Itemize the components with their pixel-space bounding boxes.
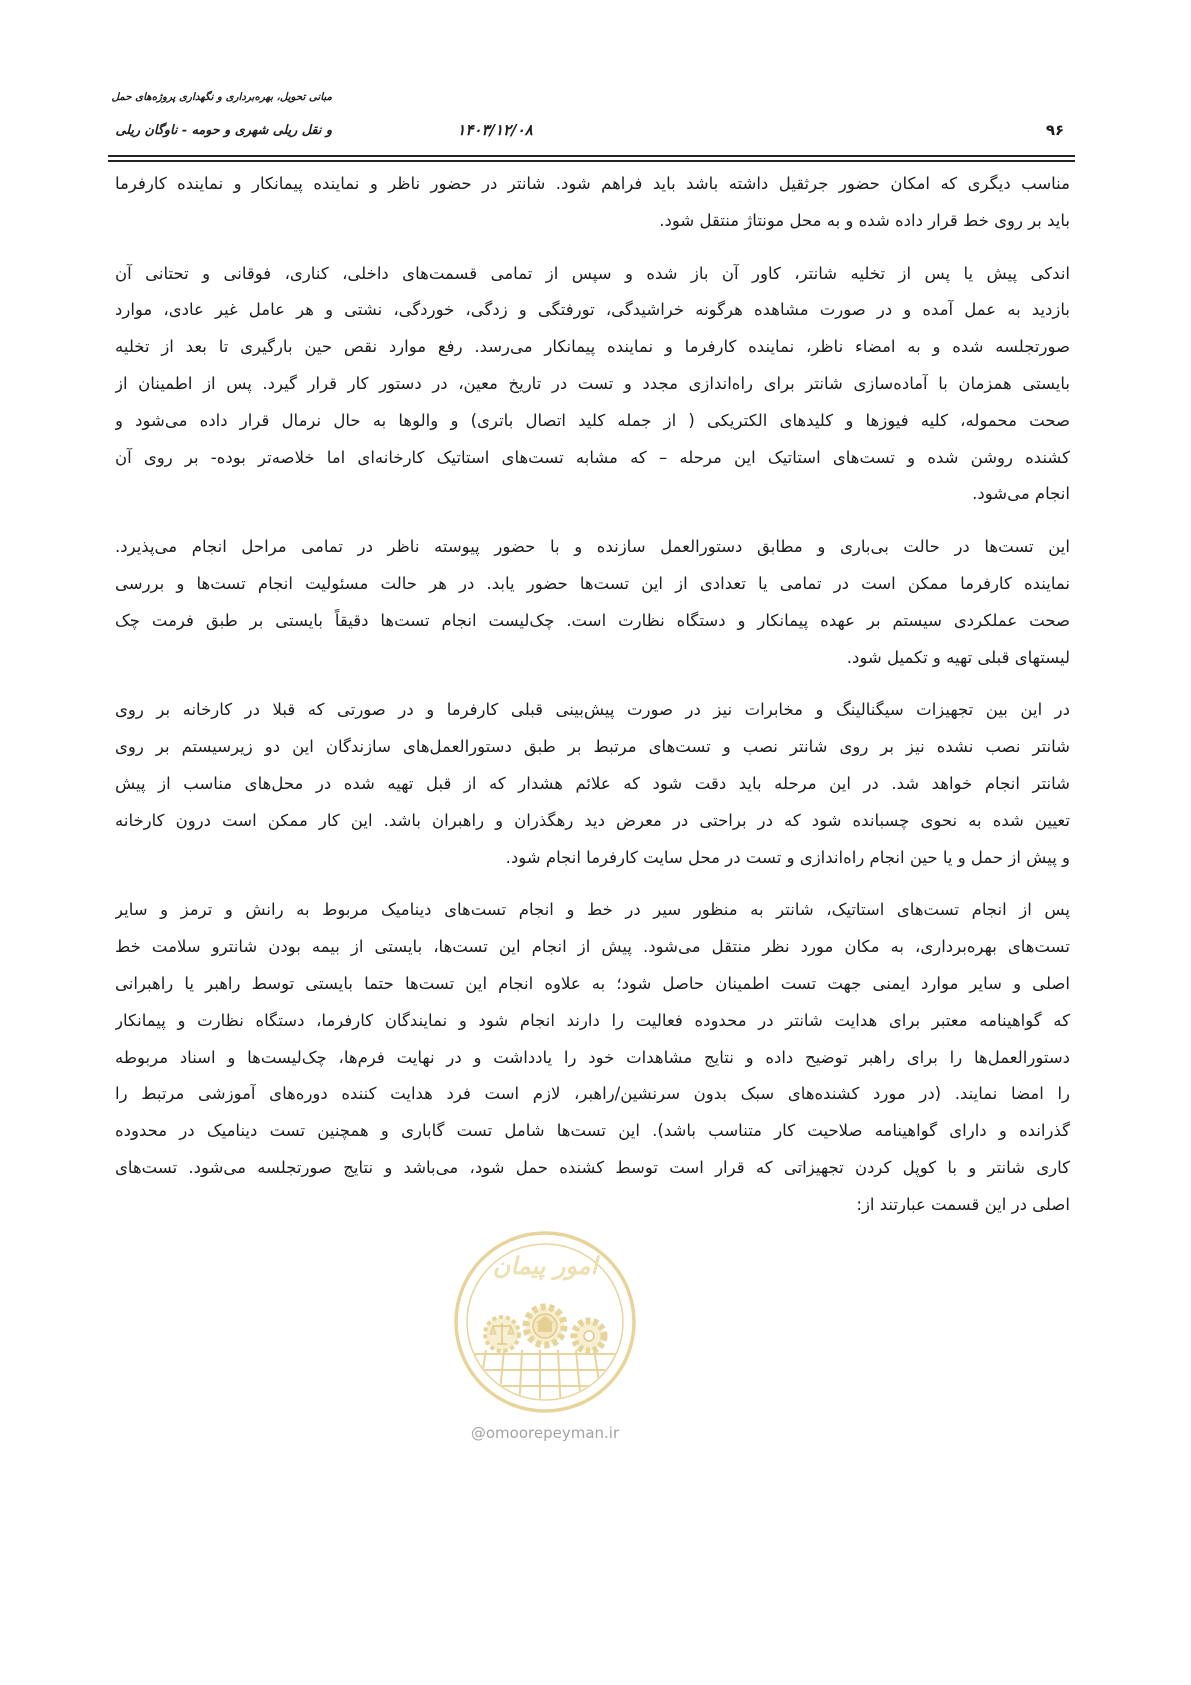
header-rule	[108, 155, 1075, 157]
body-text	[115, 166, 1070, 1224]
text-line: مناسب دیگری که امکان حضور جرثقیل داشته باشد باید فراهم شود. شانتر در حضور ناظر و نماینده پیمانکار و نماینده کارفرما	[115, 174, 1070, 193]
text-line: نماینده کارفرما ممکن است در تمامی یا تعدادی از این تست‌ها حضور یابد. در هر حالت مسئولیت انجام تست‌ها و بررسی	[115, 573, 1070, 593]
header-date: ۱۴۰۳/۱۲/۰۸	[457, 121, 533, 139]
text-line: اصلی در این قسمت عبارتند از:	[856, 1194, 1070, 1214]
gear-icon	[574, 1321, 604, 1351]
text-line: در این بین تجهیزات سیگنالینگ و مخابرات نیز در صورت پیش‌بینی قبلی کارفرما و در صورتی که قبلا در کارخانه بر روی	[115, 700, 1070, 720]
text-line: تست‌های بهره‌برداری، به مکان مورد نظر منتقل می‌شود. پیش از انجام این تست‌ها، بایستی از بیمه بودن شانترو سلامت خط	[115, 937, 1070, 957]
text-line: صورتجلسه شده و به امضاء ناظر، نماینده کارفرما و نماینده پیمانکار می‌رسد. رفع موارد نقص حین بارگیری تا بعد از تخلیه	[115, 337, 1070, 357]
text-line: کاری شانتر و با کوپل کردن تجهیزاتی که قرار است توسط کشنده حمل شود، می‌باشد و نتایج صورتجلسه می‌شود. تست‌های	[115, 1157, 1070, 1177]
text-line: اندکی پیش یا پس از تخلیه شانتر، کاور آن باز شده و سپس از تمامی قسمت‌های داخلی، کناری، فوقانی و تحتانی آن	[115, 263, 1070, 283]
text-line: پس از انجام تست‌های استاتیک، شانتر به منظور سیر در خط و انجام تست‌های دینامیک مربوط به رانش و ترمز و سایر	[115, 900, 1070, 920]
text-line: شانتر نصب نشده نیز بر روی شانتر نصب و تست‌های مرتبط بر طبق دستورالعمل‌های سازندگان این دو زیرسیستم بر روی	[115, 737, 1070, 757]
text-line: انجام می‌شود.	[972, 484, 1070, 504]
paragraph	[115, 256, 1070, 514]
text-line: باید بر روی خط قرار داده شده و به محل مونتاژ منتقل شود.	[659, 210, 1070, 230]
text-line: صحت محموله، کلیه فیوزها و کلیدهای الکتریکی ( از جمله کلید اتصال باتری) و والوها به حال نرمال قرار داده می‌شود و	[115, 410, 1070, 430]
grid-pattern	[462, 1350, 628, 1412]
watermark-website: @omoorepeyman.ir	[470, 1424, 620, 1442]
paragraph	[115, 892, 1070, 1223]
running-header-title	[112, 81, 332, 147]
text-line: شانتر انجام خواهد شد. در این مرحله باید دقت شود که علائم هشدار که از قبل تهیه شده در محل‌های مناسب از پیش	[115, 773, 1070, 793]
text-line: این تست‌ها در حالت بی‌باری و مطابق دستورالعمل سازنده و با حضور پیوسته ناظر در تمامی مراحل انجام می‌پذیرد.	[115, 537, 1070, 557]
text-line: گذرانده و دارای گواهینامه صلاحیت کار متناسب باشد). این تست‌ها شامل تست گاباری و همچنین تست دینامیک در محدوده	[115, 1121, 1070, 1141]
text-line: بایستی همزمان با آماده‌سازی شانتر برای راه‌اندازی مجدد و تست در تاریخ معین، در دستور کار قرار گیرد. پس از اطمینان از	[115, 373, 1070, 393]
text-line: صحت عملکردی سیستم بر عهده پیمانکار و دستگاه نظارت است. چک‌لیست انجام تست‌ها دقیقاً بایستی بر طبق فرمت چک	[115, 610, 1070, 630]
paragraph	[115, 166, 1070, 240]
text-line: را امضا نمایند. (در مورد کشنده‌های سبک بدون سرنشین/راهبر، لازم است فرد هدایت کننده دوره‌های آموزشی مرتبط را	[115, 1084, 1070, 1104]
paragraph	[115, 529, 1070, 676]
paragraph	[115, 692, 1070, 876]
scale-icon	[485, 1317, 519, 1351]
header-title-line: مبانی تحویل، بهره‌برداری و نگهداری پروژه‌های حمل	[112, 91, 332, 103]
text-line: که گواهینامه معتبر برای هدایت شانتر در محدوده فعالیت را دارند انجام شود و نمایندگان کارفرما، دستگاه نظارت و پیمانکار	[115, 1010, 1070, 1030]
text-line: دستورالعمل‌ها را برای راهبر توضیح داده و نتایج مشاهدات خود را یادداشت و در نهایت فرم‌ها، چک‌لیست‌ها و اسناد مربوطه	[115, 1047, 1070, 1067]
text-line: کشنده روشن شده و تست‌های استاتیک این مرحله – که مشابه تست‌های استاتیک کارخانه‌ای اما خلاصه‌تر بوده- بر روی آن	[115, 447, 1070, 467]
header-rule	[108, 160, 1075, 162]
text-line: تعیین شده به نحوی چسبانده شود که در براحتی در معرض دید رهگذران و راهبران باشد. این کار ممکن است درون کارخانه	[115, 810, 1070, 830]
logo-text: امور پیمان	[492, 1252, 598, 1280]
header-title-line: و نقل ریلی شهری و حومه - ناوگان ریلی	[115, 123, 332, 138]
text-line: و پیش از حمل و یا حین انجام راه‌اندازی و تست در محل سایت کارفرما انجام شود.	[505, 847, 1070, 867]
watermark-logo	[452, 1222, 638, 1422]
text-line: اصلی و سایر موارد ایمنی جهت تست اطمینان حاصل شود؛ به علاوه انجام این تست‌ها حتما بایستی توسط راهبر یا راهبرانی	[115, 973, 1070, 993]
page-number: ۹۶	[1045, 121, 1065, 139]
text-line: لیستهای قبلی تهیه و تکمیل شود.	[846, 647, 1070, 667]
text-line: بازدید به عمل آمده و در صورت مشاهده هرگونه خراشیدگی، تورفتگی و زدگی، خوردگی، نشتی و هر عامل غیر عادی، موارد	[115, 300, 1070, 320]
